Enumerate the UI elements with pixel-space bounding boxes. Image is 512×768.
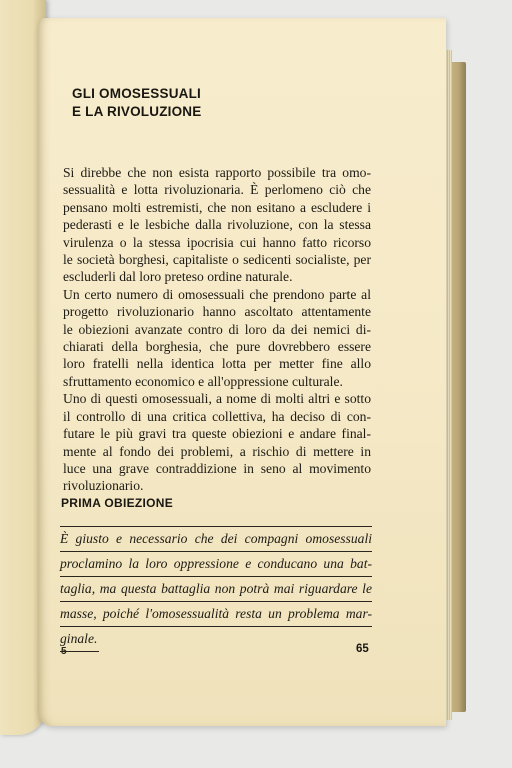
body-line: Uno di questi omosessuali, a nome di molti altri e sotto — [63, 391, 371, 407]
body-paragraphs — [63, 164, 371, 495]
body-line: mente al fondo dei problemi, a rischio di mettere in — [63, 443, 371, 459]
signature-mark: 5 — [61, 646, 67, 657]
section-heading: PRIMA OBIEZIONE — [61, 496, 174, 510]
chapter-heading-line-1: GLI OMOSESSUALI — [72, 86, 202, 101]
body-line: virulenza o la stessa ipocrisia cui hanno fatto ricorso — [63, 234, 371, 250]
body-line: Un certo numero di omosessuali che prendono parte al — [63, 286, 371, 302]
body-line: Si direbbe che non esista rapporto possibile tra omo- — [63, 165, 371, 180]
objection-quote — [60, 526, 372, 652]
body-line: luce una grave contraddizione in seno al movimento — [63, 460, 371, 476]
body-line: chiarati della borghesia, che pure dovrebbero essere — [63, 339, 371, 355]
quote-line: masse, poiché l'omosessualità resta un problema mar- — [60, 602, 372, 627]
body-line: futare le più gravi tra queste obiezioni e andare final- — [63, 426, 371, 442]
body-line: rivoluzionario. — [63, 478, 144, 494]
quote-line: taglia, ma questa battaglia non potrà mai riguardare le — [60, 577, 372, 602]
body-line: le società borghesi, capitaliste o sedicenti socialiste, per — [63, 252, 371, 268]
quote-line: ginale. — [60, 627, 99, 652]
chapter-heading-line-2: E LA RIVOLUZIONE — [72, 104, 202, 119]
page-number: 65 — [356, 643, 369, 655]
body-line: le obiezioni avanzate contro di loro da dei nemici di- — [63, 321, 371, 337]
quote-line: È giusto e necessario che dei compagni omosessuali — [60, 527, 372, 552]
body-line: il controllo di una critica collettiva, ha deciso di con- — [63, 408, 371, 424]
body-line: loro fratelli nella identica lotta per metter fine allo — [63, 356, 371, 372]
body-line: sfruttamento economico e all'oppressione culturale. — [63, 373, 343, 389]
chapter-heading — [72, 85, 201, 121]
quote-line: proclamino la loro oppressione e conducano una bat- — [60, 552, 372, 577]
body-line: escluderli dal loro preteso ordine naturale. — [63, 269, 293, 285]
body-line: pensano molti estremisti, che non esitano a escludere i — [63, 199, 371, 215]
body-line: sessualità e lotta rivoluzionaria. È perlomeno ciò che — [63, 182, 371, 198]
body-line: pederasti e le lesbiche dalla rivoluzione, con la stessa — [63, 217, 371, 233]
body-line: progetto rivoluzionario hanno ascoltato attentamente — [63, 304, 371, 320]
